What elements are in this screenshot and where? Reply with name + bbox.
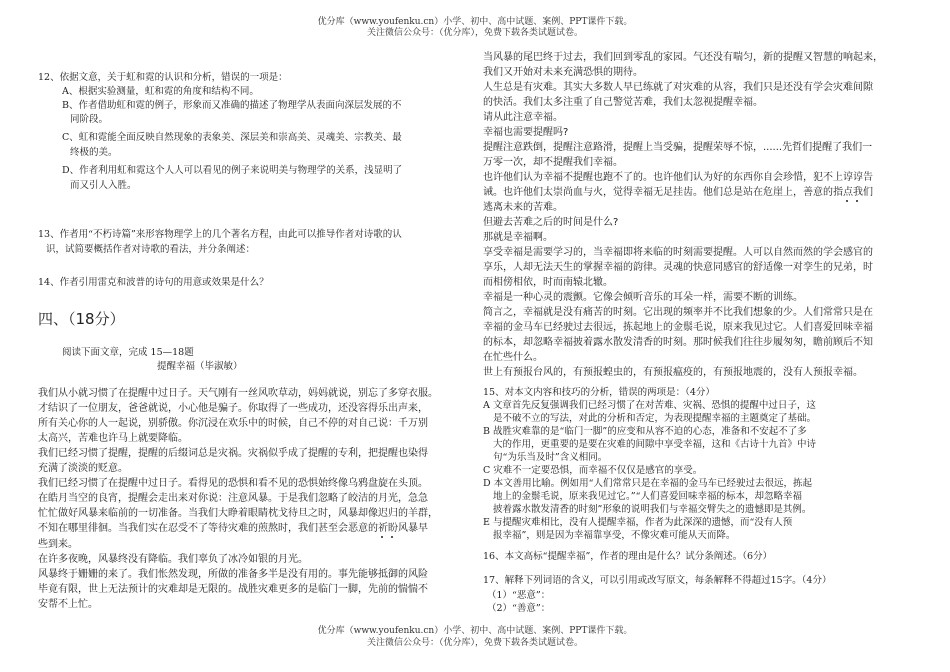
emphasis-dot	[846, 200, 848, 202]
article-line: 我们已经习惯了提醒，提醒的后缀词总是灾祸。灾祸似乎成了提醒的专利，把提醒也染得	[38, 448, 428, 459]
section-title: 四、（18分）	[38, 310, 125, 328]
article-line: 在皓月当空的良宵，提醒会走出来对你说：注意风暴。于是我们忽略了皎洁的月光，急急	[38, 493, 428, 504]
question-17-item-2: （2）“善意”：	[487, 603, 551, 614]
question-17-item-1: （1）“恶意”：	[487, 590, 551, 601]
article-line: 我们又开始对未来充满恐惧的期待。	[483, 67, 643, 78]
emphasis-dot	[381, 536, 383, 538]
article-line: 享受幸福是需要学习的，当幸福即将来临的时刻需要提醒。人可以自然而然的学会感官的	[483, 247, 873, 258]
question-15-option-c: C 灾难不一定要恐惧，而幸福不仅仅是感官的享受。	[483, 465, 703, 476]
article-line: 些到来。	[38, 539, 78, 550]
article-line: 我们已经习惯了在提醒中过日子。看得见的恐惧和看不见的恐惧始终像乌鸦盘旋在头顶。	[38, 478, 428, 489]
article-line: 万零一次，却不提醒我们幸福。	[483, 157, 623, 168]
article-line: 那就是幸福啊。	[483, 232, 553, 243]
article-line: 忙忙做好风暴来临前的一切准备。当我们大睁着眼睛枕戈待旦之时，风暴却像迟归的羊群，	[38, 508, 438, 519]
question-12-option-d: D、作者利用虹和霓这个人人可以看见的例子来说明美与物理学的关系，浅显明了	[62, 165, 403, 176]
question-15-option-b-cont: 句“为乐当及时”含义相同。	[493, 452, 608, 463]
article-line: 的标本，却忽略幸福披着露水散发清香的时刻。那时候我们往往步履匆匆，瞻前顾后不知	[483, 337, 873, 348]
article-line: 充满了淡淡的贬意。	[38, 463, 128, 474]
page-header-line-2: 关注微信公众号：（优分库），免费下载各类试题试卷。	[366, 28, 583, 38]
article-line: 提醒注意跌倒，提醒注意路滑，提醒上当受骗，提醒荣辱不惊，......先哲们提醒了我们一	[483, 142, 873, 153]
question-12-option-b: B、作者借助虹和霓的例子，形象而又准确的描述了物理学从表面向深层发展的不	[62, 100, 402, 111]
question-17-stem: 17、解释下列词语的含义，可以引用或改写原文，每条解释不得超过15字。（4分）	[483, 575, 832, 586]
question-14: 14、作者引用雷克和波普的诗句的用意或效果是什么？	[38, 277, 269, 288]
article-line: 享乐，人却无法天生的掌握幸福的韵律。灵魂的快意同感官的舒适像一对孪生的兄弟，时	[483, 262, 873, 273]
article-line: 诫。也许他们太崇尚血与火，觉得幸福无足挂齿。他们总是站在危崖上，善意的指点我们	[483, 187, 873, 198]
page-header-line-1: 优分库（www.youfenku.cn）小学、初中、高中试题、案例、PPT课件下载。	[317, 17, 633, 27]
article-line: 当风暴的尾巴终于过去，我们回到零乱的家园。气还没有喘匀，新的提醒又智慧的响起来，	[483, 52, 883, 63]
article-line: 逃离未来的苦难。	[483, 202, 563, 213]
emphasis-dot	[391, 536, 393, 538]
page-footer-line-2: 关注微信公众号：（优分库），免费下载各类试题试卷。	[366, 638, 583, 648]
question-15-option-e-cont: 报幸福”，则是因为幸福靠享受，不像灾难可能从天而降。	[493, 530, 736, 541]
question-12-option-c: C、虹和霓能全面反映自然现象的表象美、深层美和崇高美、灵魂美、宗教美、最	[62, 132, 402, 143]
question-15-option-d: D 本文善用比喻。例如用“人们常常只是在幸福的金马车已经驶过去很远，拣起	[483, 478, 812, 489]
article-line: 不知在哪里徘徊。当我们实在忍受不了等待灾难的煎熬时，我们甚至会恶意的祈盼风暴早	[38, 523, 428, 534]
article-line: 毕竟有限，世上无法预计的灾难却是无限的。战胜灾难更多的是临门一脚，先前的惴惴不	[38, 584, 428, 595]
question-12-stem: 12、依据文意，关于虹和霓的认识和分析，错误的一项是：	[38, 72, 288, 83]
reading-instruction: 阅读下面文章，完成 15—18题	[62, 347, 194, 358]
question-13-line-1: 13、作者用“不朽诗篇”来形容物理学上的几个著名方程，由此可以推导作者对诗歌的认	[38, 229, 402, 240]
article-line: 简言之，幸福就是没有痛苦的时刻。它出现的频率并不比我们想象的少。人们常常只是在	[483, 307, 873, 318]
question-15-option-b: B 战胜灾难靠的是“临门一脚”的应变和从容不迫的心态，准备和不安起不了多	[483, 426, 807, 437]
article-title: 提醒幸福（毕淑敏）	[157, 361, 243, 372]
article-line: 所有关心你的人一起说，别骄傲。你沉浸在欢乐中的时候，自己不停的对自己说：千万别	[38, 418, 428, 429]
question-15-option-e: E 与提醒灾难相比，没有人提醒幸福，作者为此深深的遗憾，而“没有人预	[483, 517, 793, 528]
question-15-option-a: A 文章首先反复强调我们已经习惯了在对苦难、灾祸、恐惧的提醒中过日子，这	[483, 400, 816, 411]
article-line: 太高兴，苦难也许马上就要降临。	[38, 433, 188, 444]
question-12-option-b-cont: 同阶段。	[70, 114, 109, 125]
question-15-option-a-cont: 是不破不立的写法，对此的分析和否定，为表现提醒幸福的主题奠定了基础。	[493, 413, 817, 424]
article-line: 安帮不上忙。	[38, 599, 98, 610]
article-line: 请从此注意幸福。	[483, 112, 563, 123]
page-footer-line-1: 优分库（www.youfenku.cn）小学、初中、高中试题、案例、PPT课件下载。	[317, 626, 633, 636]
article-line: 在忙些什么。	[483, 352, 543, 363]
question-15-option-d-cont: 地上的金鬃毛说，原来我见过它。”“人们喜爱回味幸福的标本，却忽略幸福	[493, 491, 802, 502]
article-line: 世上有预报台风的，有预报蝗虫的，有预报瘟疫的，有预报地震的，没有人预报幸福。	[483, 367, 863, 378]
article-line: 幸福的金马车已经驶过去很远，拣起地上的金鬃毛说，原来我见过它。人们喜爱回味幸福	[483, 322, 873, 333]
article-line: 才结识了一位朋友，爸爸就说，小心他是骗子。你取得了一些成功，还没容得乐出声来，	[38, 403, 428, 414]
question-16: 16、本文高标“提醒幸福”，作者的理由是什么？试分条阐述。（6分）	[483, 551, 773, 562]
article-line: 幸福是一种心灵的震颤。它像会倾听音乐的耳朵一样，需要不断的训练。	[483, 292, 803, 303]
question-15-option-d-cont: 披着露水散发清香的时刻”形象的说明我们与幸福交臂失之的遗憾即是其例。	[493, 504, 812, 515]
article-line: 也许他们认为幸福不提醒也跑不了的。也许他们认为好的东西你自会珍惜，犯不上谆谆告	[483, 172, 873, 183]
question-13-line-2: 识，试简要概括作者对诗歌的看法，并分条阐述：	[46, 244, 256, 255]
question-12-option-a: A、根据实验测量，虹和霓的角度和结构不同。	[62, 86, 259, 97]
question-12-option-c-cont: 终极的美。	[70, 147, 118, 158]
article-line: 在许多夜晚，风暴终没有降临。我们辜负了冰冷如银的月光。	[38, 554, 308, 565]
question-15-option-b-cont: 大的作用，更重要的是要在灾难的间隙中享受幸福，这和《古诗十九首》中诗	[493, 439, 817, 450]
question-12-option-d-cont: 而又引人入胜。	[70, 180, 137, 191]
article-line: 的快活。我们太多注重了自己警觉苦难，我们太忽视提醒幸福。	[483, 97, 763, 108]
article-line: 人生总是有灾难。其实大多数人早已练就了对灾难的从容，我们只是还没有学会灾难间隙	[483, 82, 873, 93]
article-line: 我们从小就习惯了在提醒中过日子。天气刚有一丝风吹草动，妈妈就说，别忘了多穿衣服。	[38, 388, 438, 399]
emphasis-dot	[856, 200, 858, 202]
article-line: 幸福也需要提醒吗?	[483, 127, 569, 138]
article-line: 但避去苦难之后的时间是什么?	[483, 217, 619, 228]
question-15-stem: 15、对本文内容和技巧的分析，错误的两项是：（4分）	[483, 387, 715, 398]
article-line: 风暴终于姗姗的来了。我们怅然发现，所做的准备多半是没有用的。事先能够抵御的风险	[38, 569, 428, 580]
article-line: 而相傍相依，时而南辕北辙。	[483, 277, 613, 288]
